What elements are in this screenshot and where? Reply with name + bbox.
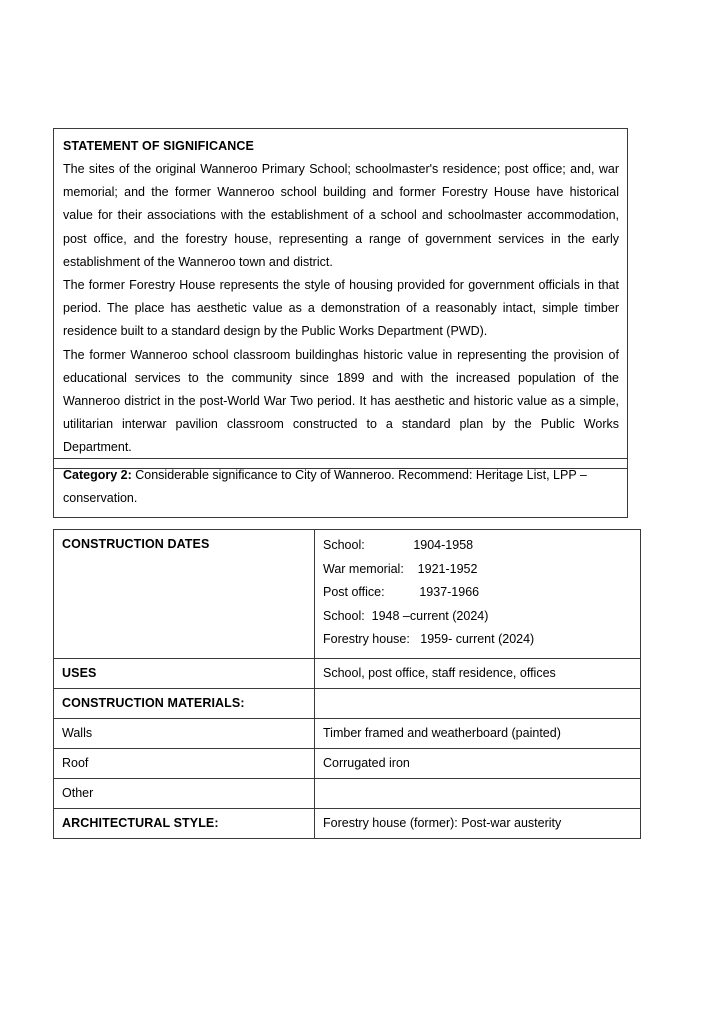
construction-materials-label-cell — [54, 688, 315, 718]
architectural-style-value: Forestry house (former): Post-war austerity — [323, 815, 562, 830]
walls-value: Timber framed and weatherboard (painted) — [323, 725, 561, 740]
roof-label: Roof — [62, 755, 89, 770]
construction-materials-label: CONSTRUCTION MATERIALS: — [62, 695, 245, 710]
architectural-style-label-cell — [54, 808, 315, 838]
construction-date-forestry-house: Forestry house: 1959- current (2024) — [323, 632, 535, 646]
roof-value-cell — [315, 748, 641, 778]
walls-label-cell — [54, 718, 315, 748]
construction-materials-value-cell — [315, 688, 641, 718]
uses-label-cell — [54, 658, 315, 688]
construction-dates-label: CONSTRUCTION DATES — [62, 537, 210, 551]
statement-paragraph-3: The former Wanneroo school classroom buildinghas historic value in representing the provision of educational services to the community since 1899 and with the increased population of the Wanneroo district in the post-World War Two period. It has aesthetic and historic value as a simple, utilitarian interwar pavilion classroom constructed to a standard plan by the Public Works Department. — [63, 347, 619, 455]
uses-label: USES — [62, 665, 97, 680]
statement-paragraph-1: The sites of the original Wanneroo Primary School; schoolmaster's residence; post office; and, war memorial; and the former Wanneroo school building and former Forestry House have historical value for their associations with the establishment of a school and schoolmaster accommodation, post office, and the forestry house, representing a range of government services in the early establishment of the Wanneroo town and district. — [63, 162, 619, 269]
construction-date-post-office: Post office: 1937-1966 — [323, 585, 480, 599]
building-details-table — [53, 529, 641, 839]
architectural-style-value-cell — [315, 808, 641, 838]
category-statement — [63, 464, 619, 510]
roof-value: Corrugated iron — [323, 755, 410, 770]
architectural-style-label: ARCHITECTURAL STYLE: — [62, 815, 219, 830]
other-label-cell — [54, 778, 315, 808]
category-description: Considerable significance to City of Wanneroo. Recommend: Heritage List, LPP – conservation. — [63, 468, 587, 506]
category-label: Category 2: — [63, 468, 132, 482]
construction-date-school: School: 1904-1958 — [323, 538, 474, 552]
statement-of-significance-heading: STATEMENT OF SIGNIFICANCE — [63, 139, 254, 153]
construction-dates-value-cell — [315, 530, 641, 659]
table-row-architectural-style — [54, 808, 641, 838]
walls-label: Walls — [62, 725, 93, 740]
table-row-uses — [54, 658, 641, 688]
table-row-construction-materials — [54, 688, 641, 718]
table-row-other — [54, 778, 641, 808]
table-row-construction-dates — [54, 530, 641, 659]
table-row-walls — [54, 718, 641, 748]
statement-paragraph-2: The former Forestry House represents the style of housing provided for government officials in that period. The place has aesthetic value as a demonstration of a reasonably intact, simple timber residence built to a standard design by the Public Works Department (PWD). — [63, 278, 619, 339]
other-label: Other — [62, 785, 94, 800]
other-value-cell — [315, 778, 641, 808]
construction-date-school-current: School: 1948 –current (2024) — [323, 608, 489, 623]
uses-value: School, post office, staff residence, offices — [323, 665, 556, 680]
table-row-roof — [54, 748, 641, 778]
uses-value-cell — [315, 658, 641, 688]
construction-dates-label-cell — [54, 530, 315, 659]
walls-value-cell — [315, 718, 641, 748]
construction-date-war-memorial: War memorial: 1921-1952 — [323, 561, 478, 576]
statement-of-significance-box — [53, 128, 628, 469]
roof-label-cell — [54, 748, 315, 778]
category-box — [53, 458, 628, 518]
